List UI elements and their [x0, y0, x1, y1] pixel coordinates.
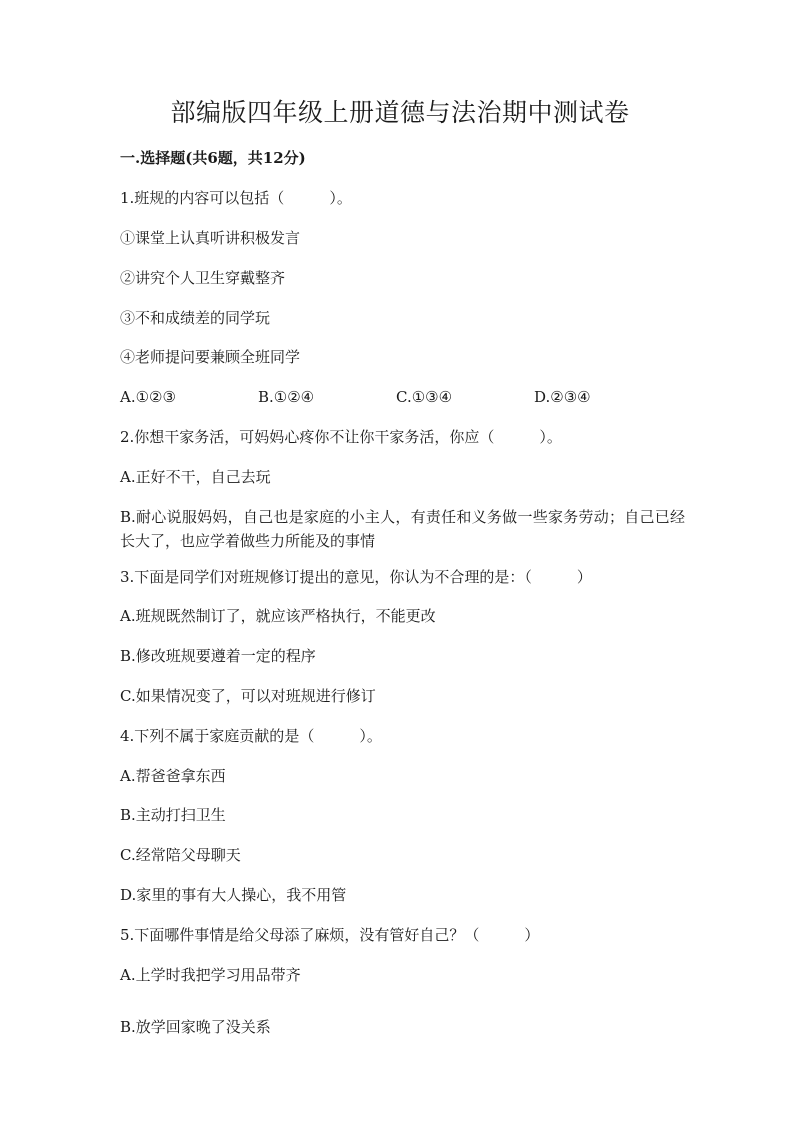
question-1-option-c: C.①③④: [396, 388, 453, 406]
question-4-option-a: A.帮爸爸拿东西: [120, 767, 226, 785]
question-4-option-d: D.家里的事有大人操心，我不用管: [120, 886, 347, 904]
question-2-option-b: B.耐心说服妈妈，自己也是家庭的小主人，有责任和义务做一些家务劳动；自己已经长大了，也应学着做些力所能及的事情: [120, 508, 685, 550]
question-4-stem: 4.下列不属于家庭贡献的是（ ）。: [120, 727, 382, 745]
question-2-stem: 2.你想干家务活，可妈妈心疼你不让你干家务活，你应（ ）。: [120, 428, 562, 446]
question-1-item: ②讲究个人卫生穿戴整齐: [120, 269, 286, 287]
question-1-item: ④老师提问要兼顾全班同学: [120, 348, 301, 366]
question-3-option-c: C.如果情况变了，可以对班规进行修订: [120, 687, 376, 705]
question-5-option-b: B.放学回家晚了没关系: [120, 1018, 271, 1036]
question-3-option-a: A.班规既然制订了，就应该严格执行，不能更改: [120, 607, 436, 625]
question-1-option-b: B.①②④: [258, 388, 315, 406]
question-1-option-a: A.①②③: [120, 388, 176, 406]
question-5-stem: 5.下面哪件事情是给父母添了麻烦，没有管好自己？（ ）: [120, 926, 540, 944]
exam-title: 部编版四年级上册道德与法治期中测试卷: [170, 98, 630, 127]
question-4-option-b: B.主动打扫卫生: [120, 806, 226, 824]
question-5-option-a: A.上学时我把学习用品带齐: [120, 966, 301, 984]
question-1-item: ①课堂上认真听讲积极发言: [120, 229, 301, 247]
question-3-option-b: B.修改班规要遵着一定的程序: [120, 647, 316, 665]
question-4-option-c: C.经常陪父母聊天: [120, 846, 241, 864]
question-1-stem: 1.班规的内容可以包括（ ）。: [120, 189, 352, 207]
question-3-stem: 3.下面是同学们对班规修订提出的意见，你认为不合理的是：（ ）: [120, 568, 592, 586]
section-header: 一.选择题(共6题，共12分): [120, 149, 306, 167]
question-2-option-a: A.正好不干，自己去玩: [120, 468, 271, 486]
question-1-option-d: D.②③④: [534, 388, 591, 406]
question-1-item: ③不和成绩差的同学玩: [120, 309, 271, 327]
